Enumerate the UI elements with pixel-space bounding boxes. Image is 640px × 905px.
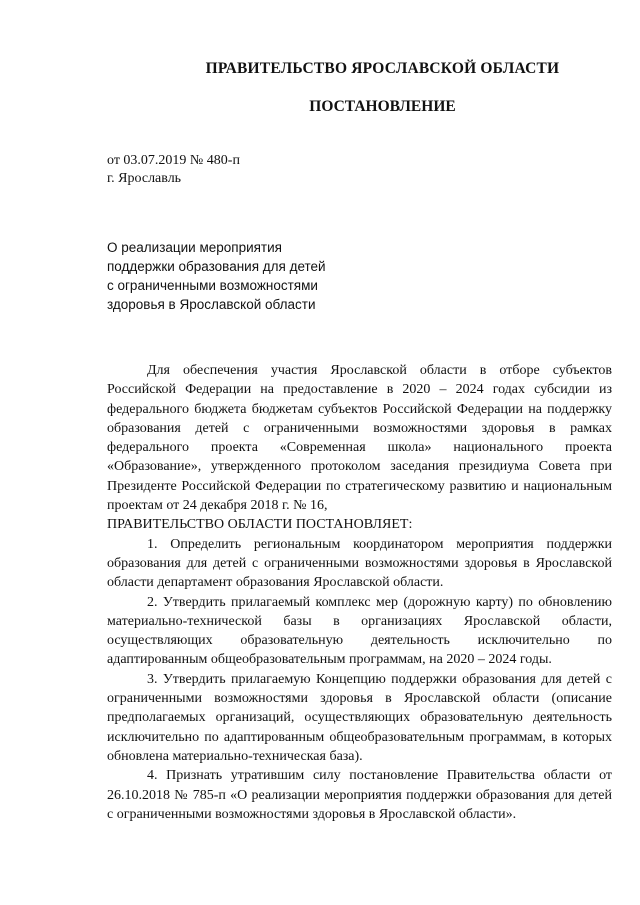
item-paragraph: 2. Утвердить прилагаемый комплекс мер (дорожную карту) по обновлению материально-технической базы в организациях Ярославской области, осуществляющих образовательную деятельность исключительно по адаптированным общеобразовательным программам, на 2020 – 2024 годы. — [107, 594, 612, 668]
subject-line: здоровья в Ярославской области — [107, 297, 316, 312]
document-subject — [107, 238, 347, 314]
item-paragraph: 1. Определить региональным координатором мероприятия поддержки образования для детей с ограниченными возможностями здоровья в Ярославской области департамент образования Ярославской области. — [107, 536, 612, 591]
preamble-paragraph: Для обеспечения участия Ярославской области в отборе субъектов Российской Федерации на предоставление в 2020 – 2024 годах субсидии из федерального бюджета бюджетам субъектов Российской Федерации на поддержку образования детей с ограниченными возможностями здоровья в рамках федерального проекта «Современная школа» национального проекта «Образование», утвержденного протоколом заседания президиума Совета при Президенте Российской Федерации по стратегическому развитию и национальным проектам от 24 декабря 2018 г. № 16, — [107, 363, 612, 514]
date-number: от 03.07.2019 № 480-п — [107, 153, 240, 168]
item-paragraph: 4. Признать утратившим силу постановление Правительства области от 26.10.2018 № 785-п «О реализации мероприятия поддержки образования для детей с ограниченными возможностями здоровья в Ярославской области». — [107, 768, 612, 822]
subject-line: поддержки образования для детей — [107, 259, 326, 274]
document-body — [107, 361, 612, 824]
subject-line: с ограниченными возможностями — [107, 278, 318, 293]
organization-title: ПРАВИТЕЛЬСТВО ЯРОСЛАВСКОЙ ОБЛАСТИ — [205, 60, 560, 77]
item-paragraph: 3. Утвердить прилагаемую Концепцию поддержки образования для детей с ограниченными возможностями здоровья в Ярославской области (описание предполагаемых организаций, осуществляющих образовательную деятельность исключительно по адаптированным общеобразовательным программам, в которых обновлена материально-техническая база). — [107, 671, 612, 764]
document-type-title: ПОСТАНОВЛЕНИЕ — [309, 98, 456, 115]
city: г. Ярославль — [107, 171, 182, 186]
decree-line: ПРАВИТЕЛЬСТВО ОБЛАСТИ ПОСТАНОВЛЯЕТ: — [107, 517, 413, 533]
document-meta — [107, 152, 240, 188]
subject-line: О реализации мероприятия — [107, 240, 282, 255]
